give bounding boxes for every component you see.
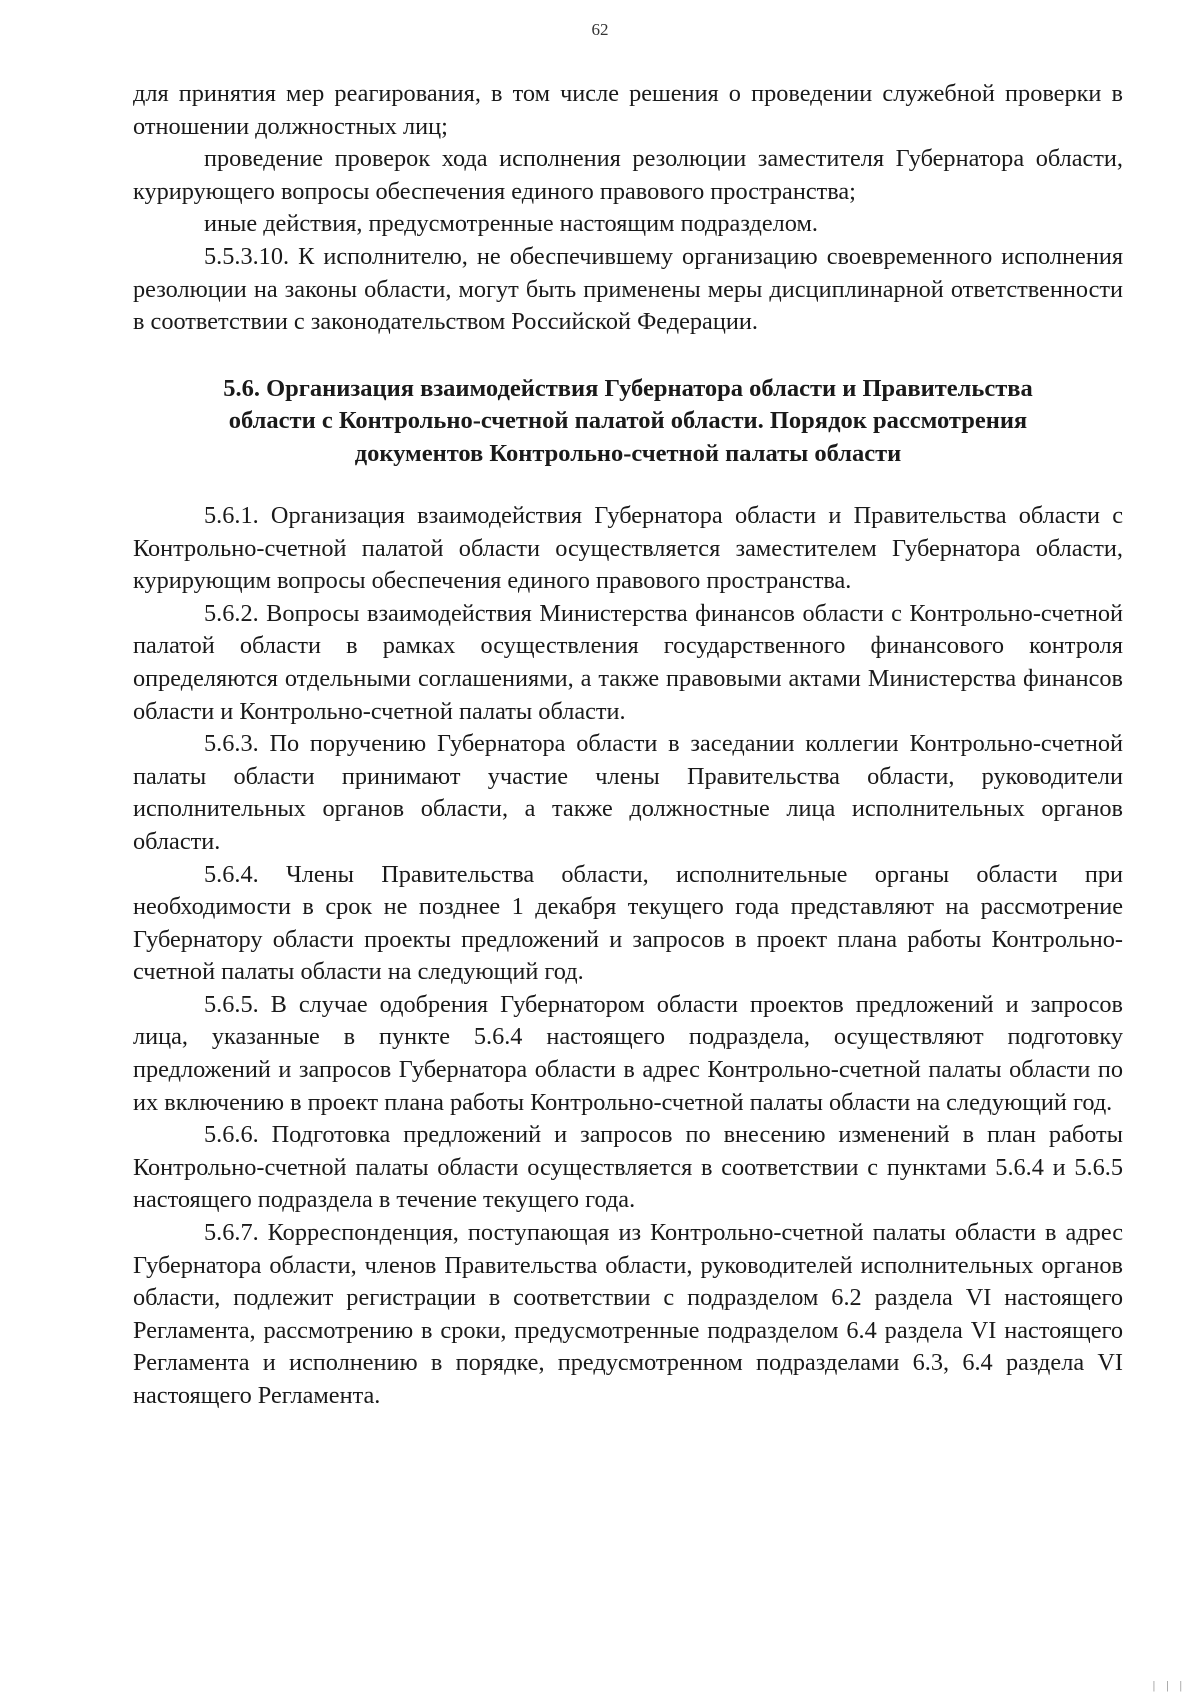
paragraph-5-5-3-10: 5.5.3.10. К исполнителю, не обеспечившему организацию своевременного исполнения резолюции на законы области, могут быть применены меры дисциплинарной ответственности в соответствии с законодательством Российской Федерации.	[133, 242, 1123, 336]
page-number: 62	[591, 20, 609, 39]
paragraph-5-6-2: 5.6.2. Вопросы взаимодействия Министерства финансов области с Контрольно-счетной палатой области в рамках осуществления государственного финансового контроля определяются отдельными соглашениями, а также правовыми актами Министерства финансов области и Контрольно-счетной палаты области.	[133, 599, 1123, 725]
paragraph-5-6-4: 5.6.4. Члены Правительства области, исполнительные органы области при необходимости в срок не позднее 1 декабря текущего года представляют на рассмотрение Губернатору области проекты предложений и запросов в проект плана работы Контрольно-счетной палаты области на следующий год.	[133, 860, 1123, 986]
section-heading	[133, 373, 1123, 470]
scan-edge-marks: | | |	[1152, 1678, 1186, 1692]
paragraph-inspections: проведение проверок хода исполнения резолюции заместителя Губернатора области, курирующего вопросы обеспечения единого правового пространства;	[133, 145, 1123, 205]
paragraph-5-6-3: 5.6.3. По поручению Губернатора области в заседании коллегии Контрольно-счетной палаты области принимают участие члены Правительства области, руководители исполнительных органов области, а также должностные лица исполнительных органов области.	[133, 730, 1123, 855]
paragraph-5-6-6: 5.6.6. Подготовка предложений и запросов по внесению изменений в план работы Контрольно-счетной палаты области осуществляется в соответствии с пунктами 5.6.4 и 5.6.5 настоящего подраздела в течение текущего года.	[133, 1121, 1123, 1214]
paragraph-other-actions: иные действия, предусмотренные настоящим подразделом.	[204, 210, 818, 238]
section-heading-line-1: 5.6. Организация взаимодействия Губернатора области и Правительства	[223, 374, 1033, 402]
section-heading-line-3: документов Контрольно-счетной палаты области	[354, 439, 902, 467]
section-heading-line-2: области с Контрольно-счетной палатой области. Порядок рассмотрения	[228, 407, 1028, 435]
document-body	[133, 78, 1123, 1413]
paragraph-continuation: для принятия мер реагирования, в том числе решения о проведении служебной проверки в отношении должностных лиц;	[133, 80, 1123, 140]
paragraph-5-6-1: 5.6.1. Организация взаимодействия Губернатора области и Правительства области с Контрольно-счетной палатой области осуществляется заместителем Губернатора области, курирующим вопросы обеспечения единого правового пространства.	[133, 501, 1123, 595]
paragraph-5-6-5: 5.6.5. В случае одобрения Губернатором области проектов предложений и запросов лица, указанные в пункте 5.6.4 настоящего подраздела, осуществляют подготовку предложений и запросов Губернатора области в адрес Контрольно-счетной палаты области по их включению в проект плана работы Контрольно-счетной палаты области на следующий год.	[133, 990, 1123, 1116]
paragraph-5-6-7: 5.6.7. Корреспонденция, поступающая из Контрольно-счетной палаты области в адрес Губернатора области, членов Правительства области, руководителей исполнительных органов области, подлежит регистрации в соответствии с подразделом 6.2 раздела VI настоящего Регламента, рассмотрению в сроки, предусмотренные подразделом 6.4 раздела VI настоящего Регламента и исполнению в порядке, предусмотренном подразделами 6.3, 6.4 раздела VI настоящего Регламента.	[133, 1219, 1123, 1409]
